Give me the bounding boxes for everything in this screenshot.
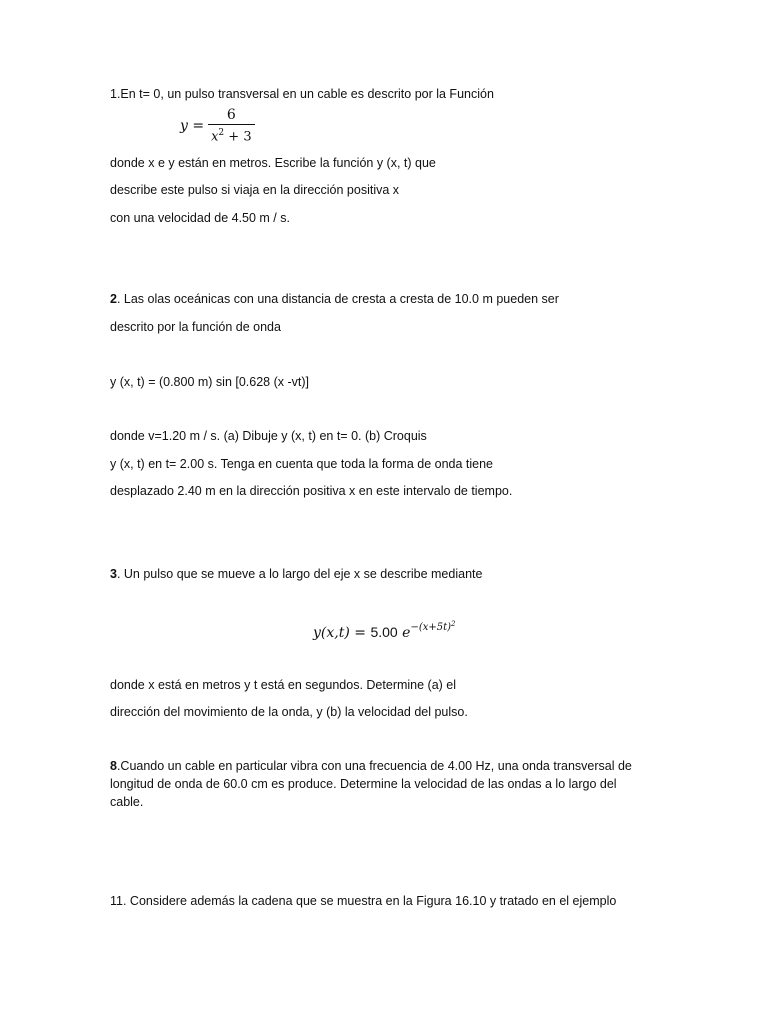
problem-8-line-3: cable. [110,795,144,809]
eq1-fraction [208,108,255,144]
problem-2-heading-text: . Las olas oceánicas con una distancia de cresta a cresta de 10.0 m pueden ser [116,292,559,306]
problem-2-line-3: y (x, t) en t= 2.00 s. Tenga en cuenta que toda la forma de onda tiene [110,457,494,471]
problem-2-line-2: donde v=1.20 m / s. (a) Dibuje y (x, t) en t= 0. (b) Croquis [110,429,427,443]
eq1-den-x: x [211,129,219,145]
eq3-lhs: y(x,t) = [313,625,366,641]
eq1-numerator: 6 [208,108,255,125]
eq3-exp-text: −(x+5t) [410,622,452,633]
problem-2-line-4: desplazado 2.40 m en la dirección positiva x en este intervalo de tiempo. [110,484,513,498]
problem-8-number: 8 [110,759,117,773]
problem-3-number: 3 [110,567,117,581]
problem-8-line-1-text: .Cuando un cable en particular vibra con una frecuencia de 4.00 Hz, una onda transversal de [116,759,632,773]
problem-3-equation [313,620,456,641]
problem-1-line-2: describe este pulso si viaja en la dirección positiva x [110,183,400,197]
problem-2-equation: y (x, t) = (0.800 m) sin [0.628 (x -vt)] [110,375,310,389]
eq1-den-sup: 2 [218,128,225,138]
problem-11-line-1: 11. Considere además la cadena que se muestra en la Figura 16.10 y tratado en el ejemplo [110,894,617,908]
problem-3-heading [110,566,482,582]
eq3-coef: 5.00 [370,624,398,640]
problem-1-equation [180,108,255,144]
problem-3-line-2: dirección del movimiento de la onda, y (b) la velocidad del pulso. [110,705,468,719]
problem-8-line-1 [110,758,632,774]
problem-8-line-2: longitud de onda de 60.0 cm es produce. Determine la velocidad de las ondas a lo largo del [110,777,617,791]
eq3-exponent [410,622,455,633]
eq3-exp-sup: 2 [451,620,456,628]
eq1-den-rest: + 3 [224,129,252,145]
eq1-lhs: y = [180,118,205,135]
problem-2-line-1: descrito por la función de onda [110,320,281,334]
problem-2-number: 2 [110,292,117,306]
problem-2-heading [110,291,559,307]
problem-1-heading: 1.En t= 0, un pulso transversal en un cable es descrito por la Función [110,87,494,101]
problem-1-line-3: con una velocidad de 4.50 m / s. [110,211,290,225]
eq3-e: e [402,625,411,641]
problem-3-line-1: donde x está en metros y t está en segundos. Determine (a) el [110,678,457,692]
problem-3-heading-text: . Un pulso que se mueve a lo largo del eje x se describe mediante [116,567,483,581]
eq1-denominator [208,125,255,144]
problem-1-line-1: donde x e y están en metros. Escribe la función y (x, t) que [110,156,436,170]
